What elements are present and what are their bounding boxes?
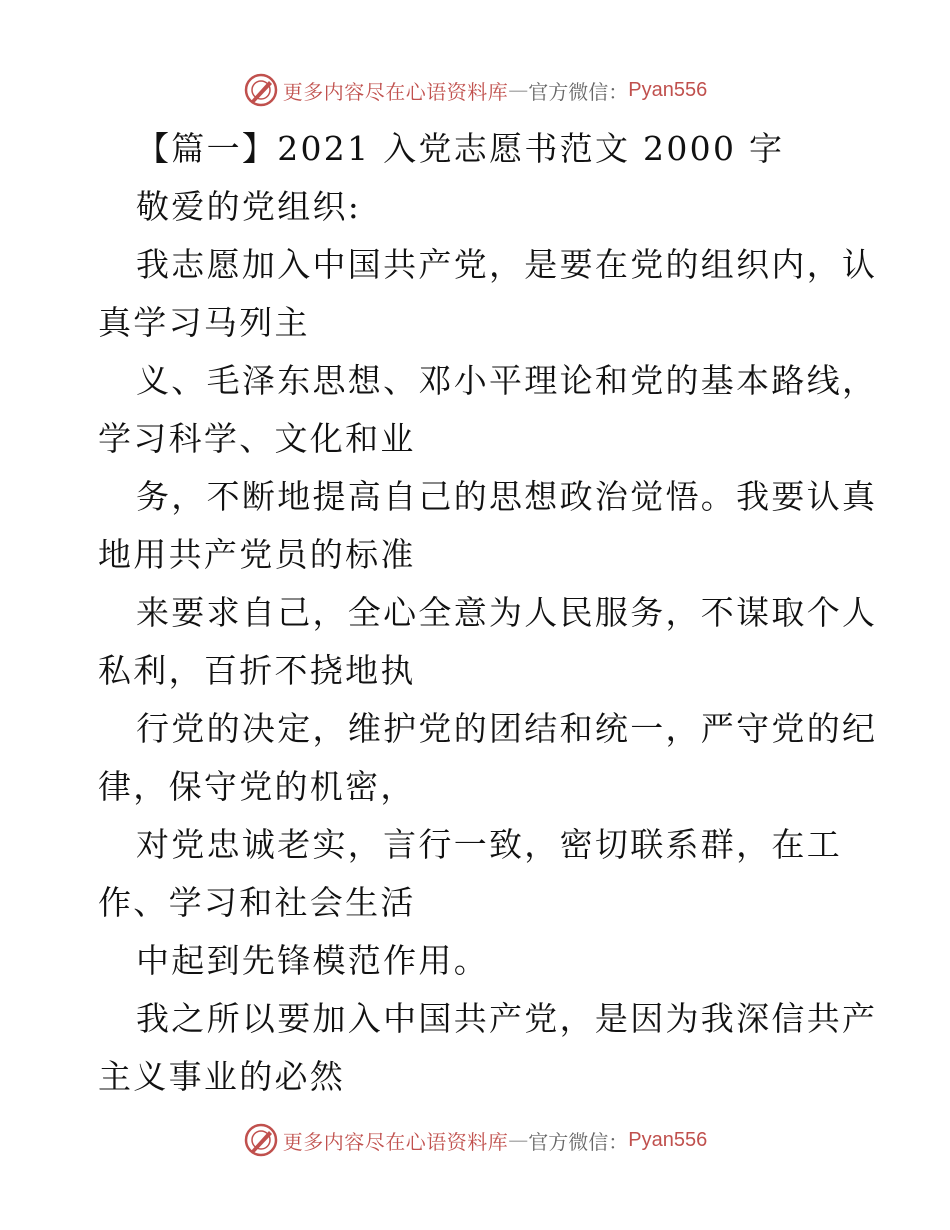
text-line: 真学习马列主 — [98, 303, 310, 342]
text-line: 对党忠诚老实，言行一致，密切联系群，在工 — [136, 825, 842, 864]
header-banner — [0, 70, 950, 110]
text-line: 我之所以要加入中国共产党，是因为我深信共产 — [136, 999, 878, 1038]
text-line: 律，保守党的机密， — [98, 767, 416, 806]
document-body — [98, 120, 878, 1106]
text-line: 作、学习和社会生活 — [98, 883, 416, 922]
text-line: 中起到先锋模范作用。 — [136, 941, 489, 980]
text-line: 地用共产党员的标准 — [98, 535, 416, 574]
document-heading: 【篇一】2021 入党志愿书范文 2000 字 — [136, 129, 785, 168]
text-line: 我志愿加入中国共产党，是要在党的组织内，认 — [136, 245, 878, 284]
salutation: 敬爱的党组织: — [136, 187, 362, 226]
banner-wechat-handle: Pyan556 — [628, 1128, 708, 1151]
text-line: 务，不断地提高自己的思想政治觉悟。我要认真 — [136, 477, 878, 516]
text-line: 行党的决定，维护党的团结和统一，严守党的纪 — [136, 709, 878, 748]
pen-logo-icon — [243, 72, 279, 108]
banner-dash: — — [508, 78, 529, 102]
banner-site-name: 更多内容尽在心语资料库 — [282, 79, 509, 104]
text-line: 来要求自己，全心全意为人民服务，不谋取个人 — [136, 593, 878, 632]
banner-wechat-label: 官方微信： — [528, 79, 629, 104]
text-line: 义、毛泽东思想、邓小平理论和党的基本路线， — [136, 361, 878, 400]
banner-site-name: 更多内容尽在心语资料库 — [282, 1129, 509, 1154]
banner-dash: — — [508, 1128, 529, 1152]
text-line: 主义事业的必然 — [98, 1057, 346, 1096]
footer-banner — [0, 1120, 950, 1160]
banner-wechat-handle: Pyan556 — [628, 78, 708, 101]
banner-wechat-label: 官方微信： — [528, 1129, 629, 1154]
pen-logo-icon — [243, 1122, 279, 1158]
text-line: 私利，百折不挠地执 — [98, 651, 416, 690]
text-line: 学习科学、文化和业 — [98, 419, 416, 458]
